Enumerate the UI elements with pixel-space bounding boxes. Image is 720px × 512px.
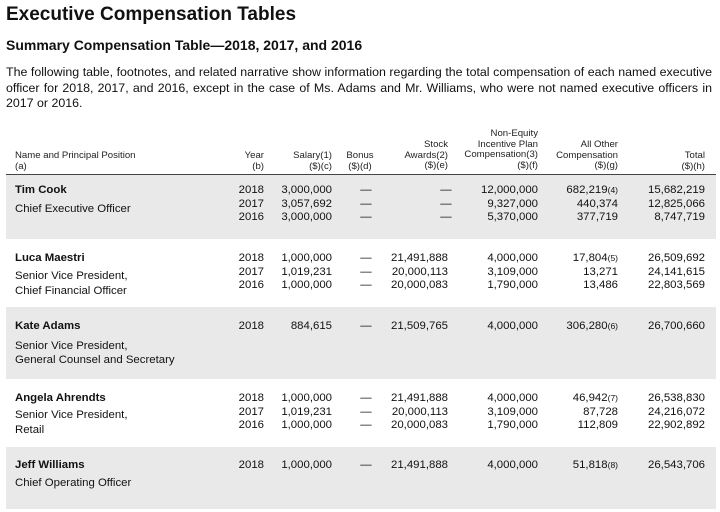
- executive-title: Senior Vice President,: [15, 409, 128, 421]
- nonequity-cell: 4,000,000: [487, 320, 538, 332]
- total-cell: 26,700,660: [647, 320, 705, 332]
- intro-paragraph: The following table, footnotes, and related narrative show information regarding the total compensation of each named executive officer for 2018, 2017, and 2016, except in the case of Ms. Adams and Mr. Williams, who were not named executive officers in 2017 or 2016.: [6, 65, 712, 110]
- table-row: [6, 447, 716, 509]
- year-cell: 2018 2017 2016: [238, 392, 264, 431]
- salary-cell: 1,000,000 1,019,231 1,000,000: [281, 392, 332, 431]
- executive-name: Luca Maestri: [15, 252, 85, 264]
- salary-cell: 1,000,000: [281, 459, 332, 471]
- executive-name: Tim Cook: [15, 184, 67, 196]
- header-bonus: Bonus ($)(d): [346, 150, 374, 172]
- stock-cell: 21,491,888: [390, 459, 448, 471]
- salary-cell: 1,000,000 1,019,231 1,000,000: [281, 252, 332, 291]
- header-salary: Salary(1) ($)(c): [293, 150, 332, 172]
- bonus-cell: — — —: [360, 252, 372, 291]
- header-name: Name and Principal Position (a): [15, 150, 136, 172]
- year-cell: 2018: [238, 320, 264, 332]
- footnote-ref: (7): [607, 393, 618, 403]
- executive-title: Senior Vice President,: [15, 340, 128, 352]
- year-cell: 2018: [238, 459, 264, 471]
- salary-cell: 884,615: [290, 320, 332, 332]
- other-cell: 46,942(7) 87,728 112,809: [572, 392, 618, 431]
- total-cell: 26,509,692 24,141,615 22,803,569: [647, 252, 705, 291]
- year-cell: 2018 2017 2016: [238, 252, 264, 291]
- footnote-ref: (5): [607, 253, 618, 263]
- footnote-ref: (4): [607, 185, 618, 195]
- total-cell: 26,538,830 24,216,072 22,902,892: [647, 392, 705, 431]
- total-cell: 15,682,219 12,825,066 8,747,719: [647, 184, 705, 223]
- salary-cell: 3,000,000 3,057,692 3,000,000: [281, 184, 332, 223]
- header-nonequity: Non-Equity Incentive Plan Compensation(3) ($)(f): [464, 128, 538, 171]
- header-other: All Other Compensation ($)(g): [556, 139, 618, 172]
- executive-title: Retail: [15, 424, 45, 436]
- bonus-cell: —: [360, 459, 372, 471]
- executive-title: Senior Vice President,: [15, 270, 128, 282]
- nonequity-cell: 4,000,000 3,109,000 1,790,000: [487, 392, 538, 431]
- executive-title: Chief Operating Officer: [15, 477, 132, 489]
- nonequity-cell: 4,000,000: [487, 459, 538, 471]
- other-cell: 17,804(5) 13,271 13,486: [572, 252, 618, 291]
- year-cell: 2018 2017 2016: [238, 184, 264, 223]
- header-total: Total ($)(h): [681, 150, 705, 172]
- stock-cell: 21,491,888 20,000,113 20,000,083: [390, 252, 448, 291]
- table-row: [6, 239, 716, 307]
- page-title: Executive Compensation Tables: [6, 4, 297, 25]
- table-subtitle: Summary Compensation Table—2018, 2017, and 2016: [6, 37, 363, 53]
- table-row: [6, 307, 716, 379]
- executive-name: Jeff Williams: [15, 459, 85, 471]
- header-year: Year (b): [244, 150, 264, 172]
- other-cell: 682,219(4) 440,374 377,719: [566, 184, 618, 223]
- executive-title: General Counsel and Secretary: [15, 354, 175, 366]
- other-cell: 51,818(8): [572, 459, 618, 471]
- other-cell: 306,280(6): [566, 320, 618, 332]
- bonus-cell: —: [360, 320, 372, 332]
- table-row: [6, 175, 716, 239]
- header-stock: Stock Awards(2) ($)(e): [404, 139, 448, 172]
- footnote-ref: (8): [607, 460, 618, 470]
- executive-name: Angela Ahrendts: [15, 392, 106, 404]
- bonus-cell: — — —: [360, 184, 372, 223]
- executive-title: Chief Financial Officer: [15, 285, 127, 297]
- nonequity-cell: 4,000,000 3,109,000 1,790,000: [487, 252, 538, 291]
- table-row: [6, 379, 716, 447]
- stock-cell: — — —: [440, 184, 452, 223]
- total-cell: 26,543,706: [647, 459, 705, 471]
- nonequity-cell: 12,000,000 9,327,000 5,370,000: [480, 184, 538, 223]
- footnote-ref: (6): [607, 321, 618, 331]
- executive-name: Kate Adams: [15, 320, 81, 332]
- executive-title: Chief Executive Officer: [15, 203, 131, 215]
- stock-cell: 21,509,765: [390, 320, 448, 332]
- bonus-cell: — — —: [360, 392, 372, 431]
- stock-cell: 21,491,888 20,000,113 20,000,083: [390, 392, 448, 431]
